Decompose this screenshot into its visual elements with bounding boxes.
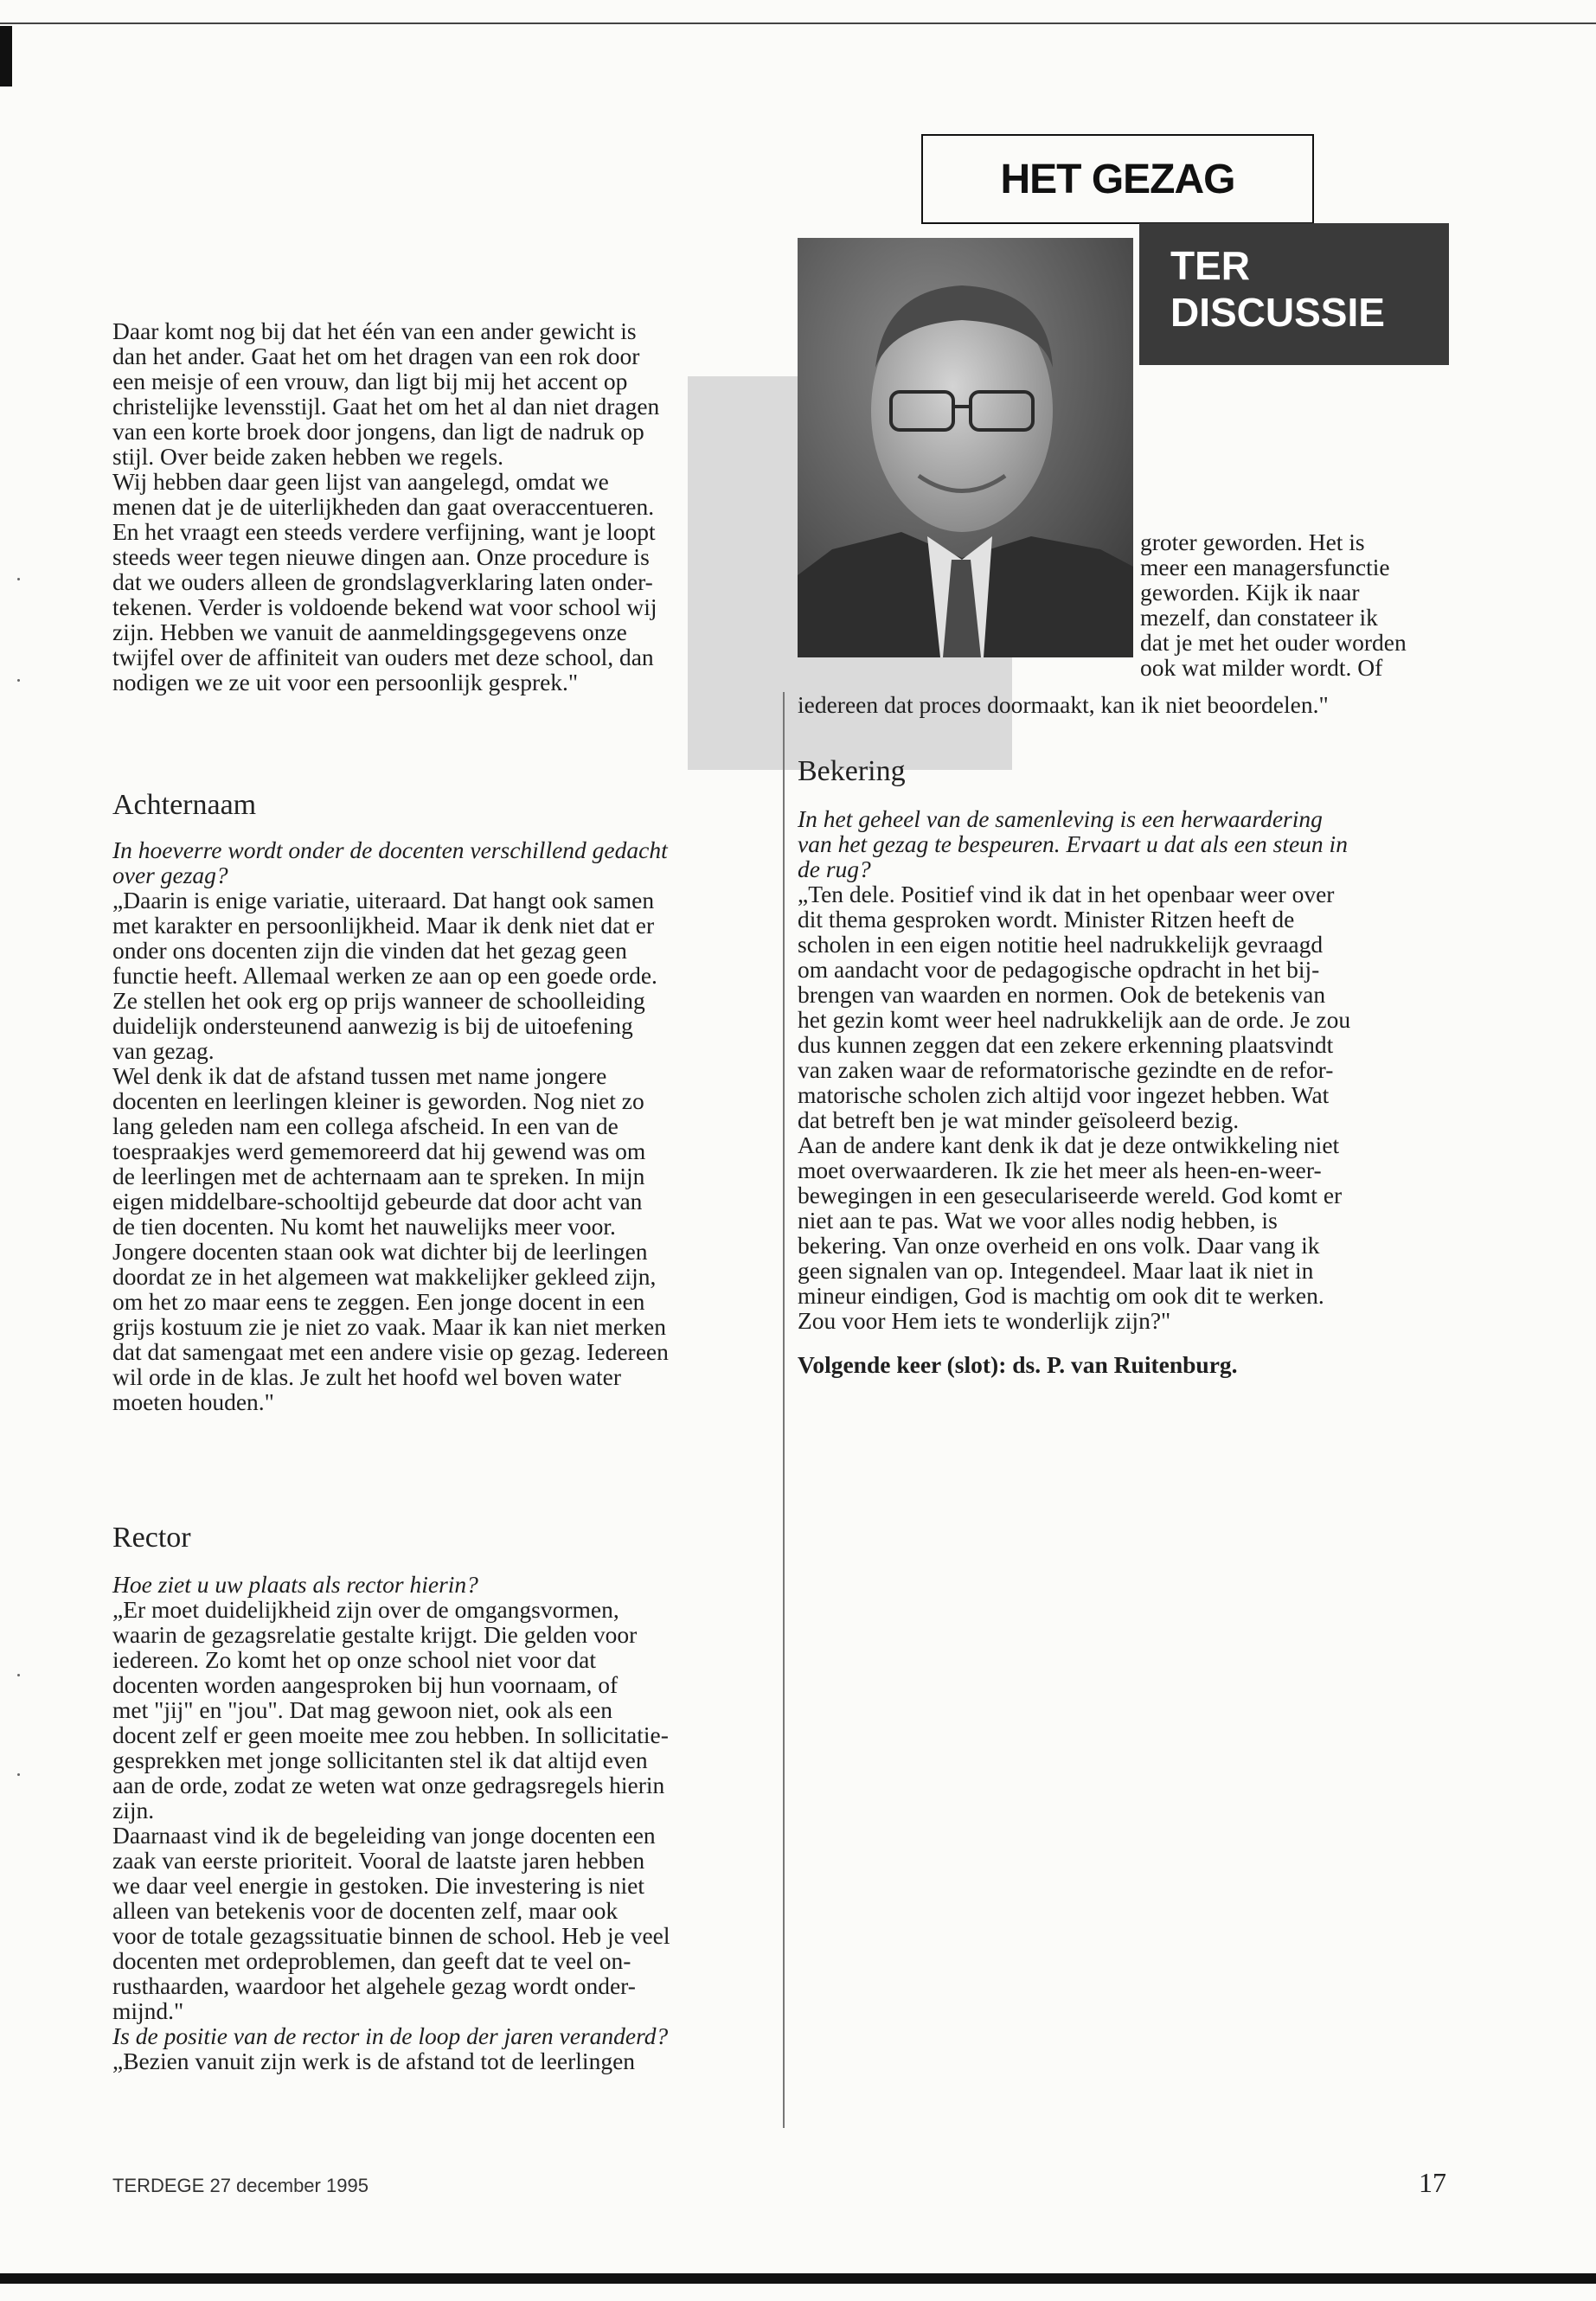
scan-dot	[17, 1674, 20, 1676]
text-line: „Daarin is enige variatie, uiteraard. Dat hangt ook samen	[112, 887, 655, 913]
text-line: zaak van eerste prioriteit. Vooral de laatste jaren hebben	[112, 1847, 645, 1874]
section-heading-bekering: Bekering	[798, 755, 906, 787]
text-line: zijn. Hebben we vanuit de aanmeldingsgegevens onze	[112, 619, 627, 645]
interview-question: In hoeverre wordt onder de docenten verschillend gedacht	[112, 836, 668, 863]
text-line: tekenen. Verder is voldoende bekend wat voor school wij	[112, 593, 657, 620]
text-line: onder ons docenten zijn die vinden dat het gezag geen	[112, 937, 627, 964]
page-number: 17	[1419, 2167, 1446, 2198]
text-line: een meisje of een vrouw, dan ligt bij mij het accent op	[112, 368, 628, 394]
text-line: Daar komt nog bij dat het één van een ander gewicht is	[112, 317, 637, 344]
text-line: mijnd."	[112, 1997, 184, 2024]
text-line: „Bezien vanuit zijn werk is de afstand tot de leerlingen	[112, 2048, 636, 2074]
article-title: HET GEZAG	[921, 134, 1314, 224]
text-line: geworden. Kijk ik naar	[1140, 579, 1360, 606]
text-line: dat je met het ouder worden	[1140, 629, 1407, 656]
interview-question: over gezag?	[112, 862, 228, 888]
text-line: gesprekken met jonge sollicitanten stel ik dat altijd even	[112, 1747, 648, 1773]
text-line: moet overwaarderen. Ik zie het meer als heen-en-weer-	[798, 1157, 1322, 1183]
interview-question: In het geheel van de samenleving is een herwaardering	[798, 805, 1323, 832]
text-line: dan het ander. Gaat het om het dragen van een rok door	[112, 343, 640, 369]
text-line: zijn.	[112, 1797, 155, 1823]
text-line: docenten en leerlingen kleiner is geworden. Nog niet zo	[112, 1087, 644, 1114]
text-line: ook wat milder wordt. Of	[1140, 654, 1383, 681]
section-heading-rector: Rector	[112, 1522, 191, 1554]
text-line: bekering. Van onze overheid en ons volk. Daar vang ik	[798, 1232, 1320, 1259]
text-line: groter geworden. Het is	[1140, 529, 1365, 555]
text-line: Zou voor Hem iets te wonderlijk zijn?"	[798, 1307, 1171, 1334]
text-line: grijs kostuum zie je niet zo vaak. Maar ik kan niet merken	[112, 1313, 666, 1340]
bottom-rule	[0, 2273, 1596, 2284]
continuation-full-width	[798, 692, 1455, 717]
text-line: docent zelf er geen moeite mee zou hebben. In sollicitatie-	[112, 1721, 669, 1748]
text-line: En het vraagt een steeds verdere verfijning, want je loopt	[112, 518, 656, 545]
text-line: functie heeft. Allemaal werken ze aan op een goede orde.	[112, 962, 657, 989]
text-line: iedereen. Zo komt het op onze school niet voor dat	[112, 1646, 596, 1673]
text-line: Jongere docenten staan ook wat dichter bij de leerlingen	[112, 1238, 648, 1265]
text-line: rusthaarden, waardoor het algehele gezag wordt onder-	[112, 1972, 636, 1999]
publication-footer: TERDEGE 27 december 1995	[112, 2175, 369, 2196]
text-line: Wel denk ik dat de afstand tussen met name jongere	[112, 1062, 607, 1089]
scan-dot	[17, 578, 20, 580]
text-line: van gezag.	[112, 1037, 215, 1064]
section-heading-achternaam: Achternaam	[112, 789, 257, 821]
text-line: dat we ouders alleen de grondslagverklaring laten onder-	[112, 568, 653, 595]
text-line: bewegingen in een geseculariseerde wereld. God komt er	[798, 1182, 1343, 1208]
scan-dot	[17, 1773, 20, 1776]
text-line: van een korte broek door jongens, dan ligt de nadruk op	[112, 418, 644, 445]
text-line: moeten houden."	[112, 1388, 274, 1415]
text-line: „Ten dele. Positief vind ik dat in het openbaar weer over	[798, 881, 1335, 907]
continuation-beside-photo	[1140, 529, 1469, 680]
text-line: brengen van waarden en normen. Ook de betekenis van	[798, 981, 1326, 1008]
article-subtitle-block	[1139, 223, 1449, 365]
intro-paragraph	[112, 318, 735, 695]
portrait-photo	[798, 238, 1133, 657]
text-line: dit thema gesproken wordt. Minister Ritzen heeft de	[798, 906, 1295, 933]
scan-edge-mark	[0, 26, 12, 87]
text-line: toespraakjes werd gememoreerd dat hij gewend was om	[112, 1138, 646, 1164]
text-line: de leerlingen met de achternaam aan te spreken. In mijn	[112, 1163, 645, 1189]
text-line: steeds weer tegen nieuwe dingen aan. Onze procedure is	[112, 543, 650, 570]
text-line: „Er moet duidelijkheid zijn over de omgangsvormen,	[112, 1596, 619, 1623]
text-line: mezelf, dan constateer ik	[1140, 604, 1378, 631]
text-line: de tien docenten. Nu komt het nauwelijks meer voor.	[112, 1213, 616, 1240]
text-line: van zaken waar de reformatorische gezindte en de refor-	[798, 1056, 1334, 1083]
text-line: Ze stellen het ook erg op prijs wanneer de schoolleiding	[112, 987, 645, 1014]
text-line: stijl. Over beide zaken hebben we regels.	[112, 443, 504, 470]
section-achternaam	[112, 837, 735, 1414]
text-line: mineur eindigen, God is machtig om ook dit te werken.	[798, 1282, 1324, 1309]
text-line: twijfel over de affiniteit van ouders met deze school, dan	[112, 644, 654, 670]
subtitle-line: TER	[1170, 243, 1250, 288]
top-rule	[0, 22, 1596, 24]
text-line: scholen in een eigen notitie heel nadrukkelijk gevraagd	[798, 931, 1324, 958]
text-line: lang geleden nam een collega afscheid. In een van de	[112, 1112, 619, 1139]
text-line: dat dat samengaat met een andere visie op gezag. Iedereen	[112, 1338, 669, 1365]
text-line: christelijke levensstijl. Gaat het om het al dan niet dragen	[112, 393, 660, 420]
text-line: duidelijk ondersteunend aanwezig is bij de uitoefening	[112, 1012, 633, 1039]
text-line: docenten worden aangesproken bij hun voornaam, of	[112, 1671, 619, 1698]
text-line: voor de totale gezagssituatie binnen de school. Heb je veel	[112, 1922, 670, 1949]
interview-question: de rug?	[798, 856, 871, 882]
text-line: matorische scholen zich altijd voor ingezet hebben. Wat	[798, 1081, 1330, 1108]
text-line: Aan de andere kant denk ik dat je deze ontwikkeling niet	[798, 1131, 1340, 1158]
interview-question: van het gezag te bespeuren. Ervaart u dat als een steun in	[798, 830, 1348, 857]
text-line: nodigen we ze uit voor een persoonlijk gesprek."	[112, 669, 579, 695]
text-line: waarin de gezagsrelatie gestalte krijgt. Die gelden voor	[112, 1621, 638, 1648]
interview-question: Is de positie van de rector in de loop der jaren veranderd?	[112, 2022, 669, 2049]
scan-dot	[17, 679, 20, 682]
section-bekering	[798, 806, 1455, 1377]
portrait-photo-icon	[798, 238, 1133, 657]
text-line: alleen van betekenis voor de docenten zelf, maar ook	[112, 1897, 619, 1924]
text-line: niet aan te pas. Wat we voor alles nodig hebben, is	[798, 1207, 1278, 1234]
column-divider	[783, 692, 785, 2128]
text-line: iedereen dat proces doormaakt, kan ik niet beoordelen."	[798, 691, 1329, 718]
text-line: docenten met ordeproblemen, dan geeft dat te veel on-	[112, 1947, 631, 1974]
text-line: meer een managersfunctie	[1140, 554, 1390, 580]
interview-question: Hoe ziet u uw plaats als rector hierin?	[112, 1571, 478, 1598]
text-line: aan de orde, zodat ze weten wat onze gedragsregels hierin	[112, 1772, 665, 1798]
text-line: Wij hebben daar geen lijst van aangelegd, omdat we	[112, 468, 609, 495]
text-line: het gezin komt weer heel nadrukkelijk aan de orde. Je zou	[798, 1006, 1351, 1033]
next-time-note: Volgende keer (slot): ds. P. van Ruitenburg.	[798, 1351, 1238, 1378]
text-line: wil orde in de klas. Je zult het hoofd wel boven water	[112, 1363, 622, 1390]
text-line: om aandacht voor de pedagogische opdracht in het bij-	[798, 956, 1320, 983]
subtitle-line: DISCUSSIE	[1170, 290, 1385, 335]
text-line: Daarnaast vind ik de begeleiding van jonge docenten een	[112, 1822, 656, 1849]
text-line: dus kunnen zeggen dat een zekere erkenning plaatsvindt	[798, 1031, 1334, 1058]
text-line: dat betreft ben je wat minder geïsoleerd bezig.	[798, 1106, 1240, 1133]
text-line: we daar veel energie in gestoken. Die investering is niet	[112, 1872, 644, 1899]
text-line: om het zo maar eens te zeggen. Een jonge docent in een	[112, 1288, 645, 1315]
text-line: eigen middelbare-schooltijd gebeurde dat door acht van	[112, 1188, 643, 1215]
section-rector	[112, 1572, 735, 2073]
text-line: geen signalen van op. Integendeel. Maar laat ik niet in	[798, 1257, 1314, 1284]
text-line: doordat ze in het algemeen wat makkelijker gekleed zijn,	[112, 1263, 657, 1290]
text-line: met karakter en persoonlijkheid. Maar ik denk niet dat er	[112, 912, 655, 939]
text-line: menen dat je de uiterlijkheden dan gaat overaccentueren.	[112, 493, 655, 520]
text-line: met "jij" en "jou". Dat mag gewoon niet, ook als een	[112, 1696, 612, 1723]
